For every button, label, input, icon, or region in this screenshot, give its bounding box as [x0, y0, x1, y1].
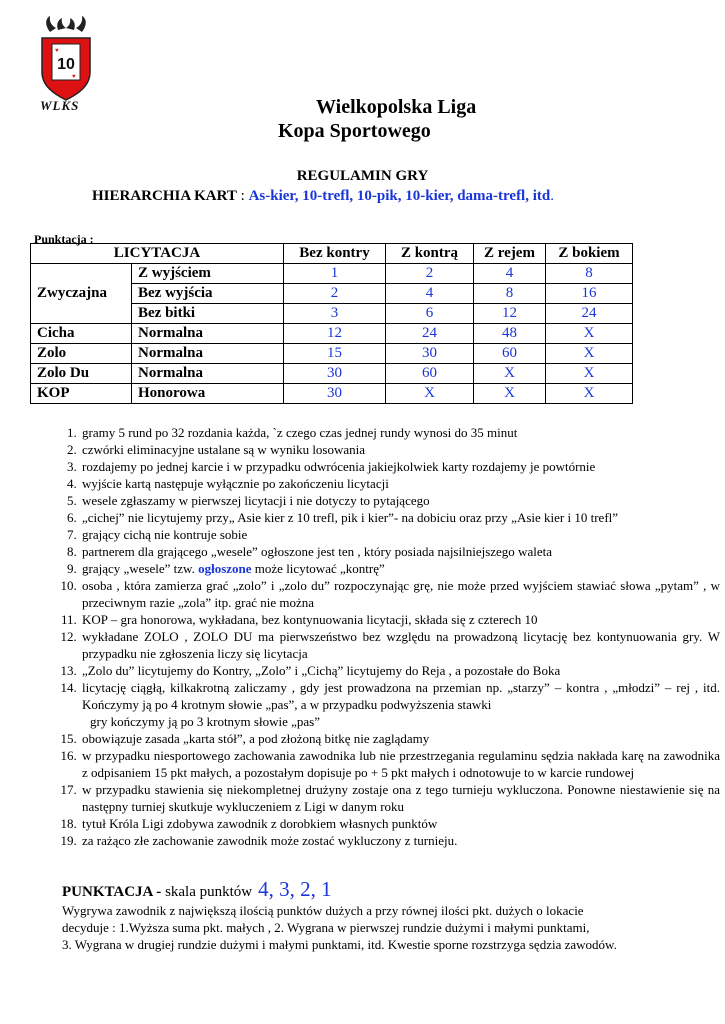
- cell: 15: [284, 344, 386, 364]
- rule-item: 2. czwórki eliminacyjne ustalane są w wyniku losowania: [80, 441, 720, 458]
- punktacja-label: Punktacja :: [34, 232, 94, 246]
- row-sub: Bez bitki: [132, 304, 284, 324]
- row-sub: Normalna: [132, 344, 284, 364]
- rule-item: 1. gramy 5 rund po 32 rozdania każda, `z czego czas jednej rundy wynosi do 35 minut: [80, 424, 720, 441]
- rule-item: 17. w przypadku stawienia się niekompletnej drużyny zostaje ona z tego turnieju wykluczona. Ponowne niestawienie się na następny turniej skutkuje wykluczeniem z Ligi w danym roku: [80, 781, 720, 815]
- header-z-kontra: Z kontrą: [386, 244, 474, 264]
- group-label: Zwyczajna: [31, 264, 132, 324]
- punktacja-heading: [62, 877, 332, 902]
- row-sub: Honorowa: [132, 384, 284, 404]
- rule-item: 12. wykładane ZOLO , ZOLO DU ma pierwszeństwo bez względu na prowadzoną licytację bez kontynuowania gry. W przypadku nie zgłoszenia liczy się licytacja: [80, 628, 720, 662]
- header-z-bokiem: Z bokiem: [546, 244, 633, 264]
- cell: 60: [474, 344, 546, 364]
- rule-item: 4. wyjście kartą następuje wyłącznie po zakończeniu licytacji: [80, 475, 720, 492]
- rule-item: 10. osoba , która zamierza grać „zolo” i „zolo du” rozpoczynając grę, nie może przed wyjściem stawiać słowa „pytam” , w przeciwnym razie „zola” itp. grać nie można: [80, 577, 720, 611]
- svg-text:♥: ♥: [55, 48, 59, 54]
- cell: 2: [284, 284, 386, 304]
- logo-text: WLKS: [40, 98, 80, 113]
- cell: 12: [474, 304, 546, 324]
- rules-list: [58, 424, 720, 849]
- cell: 30: [284, 364, 386, 384]
- punktacja-line: Wygrywa zawodnik z największą ilością punktów dużych a przy równej ilości pkt. dużych o lokacie: [62, 903, 584, 918]
- punktacja-section-label: PUNKTACJA -: [62, 884, 166, 900]
- cell: 12: [284, 324, 386, 344]
- title-line-2: Kopa Sportowego: [278, 120, 431, 142]
- logo-number: 10: [57, 56, 75, 73]
- row-sub: Z wyjściem: [132, 264, 284, 284]
- hierarchia-label: HIERARCHIA KART: [92, 188, 237, 204]
- rule-item: 6. „cichej” nie licytujemy przy„ Asie kier z 10 trefl, pik i kier”- na dobiciu oraz przy „Asie kier i 10 trefl”: [80, 509, 720, 526]
- cell: X: [474, 364, 546, 384]
- rule-item: 7. grający cichą nie kontruje sobie: [80, 526, 720, 543]
- cell: 8: [474, 284, 546, 304]
- cell: X: [546, 344, 633, 364]
- rule-text: grający „wesele” tzw.: [82, 561, 199, 576]
- rule-item: 8. partnerem dla grającego „wesele” ogłoszone jest ten , który posiada najsilniejszego waleta: [80, 543, 720, 560]
- table-row: [31, 264, 633, 284]
- table-row: [31, 364, 633, 384]
- rule-item: 15. obowiązuje zasada „karta stół”, a pod złożoną bitkę nie zaglądamy: [80, 730, 720, 747]
- cell: 24: [546, 304, 633, 324]
- cell: 30: [386, 344, 474, 364]
- cell: 48: [474, 324, 546, 344]
- cell: 1: [284, 264, 386, 284]
- cell: 24: [386, 324, 474, 344]
- cell: 60: [386, 364, 474, 384]
- cell: X: [546, 364, 633, 384]
- table-header-row: [31, 244, 633, 264]
- hierarchia-value: As-kier, 10-trefl, 10-pik, 10-kier, dama-trefl, itd: [248, 188, 551, 204]
- header-licytacja: LICYTACJA: [31, 244, 284, 264]
- rule-item: [80, 560, 720, 577]
- table-row: [31, 324, 633, 344]
- table-row: [31, 344, 633, 364]
- svg-text:♥: ♥: [72, 74, 76, 80]
- rule-highlight: ogłoszone: [198, 561, 252, 576]
- rule-item: 16. w przypadku niesportowego zachowania zawodnika lub nie przestrzegania regulaminu sędzia nakłada karę na zawodnika z odpisaniem 15 pkt małych, a pozostałym dopisuje po + 5 pkt małych i odnotowuje to w karcie rundowej: [80, 747, 720, 781]
- title-line-1: Wielkopolska Liga: [316, 96, 477, 118]
- row-type: Zolo: [31, 344, 132, 364]
- punktacja-line: 3. Wygrana w drugiej rundzie dużymi i małymi punktami, itd. Kwestie sporne rozstrzyga sędzia zawodów.: [62, 937, 617, 952]
- cell: 4: [474, 264, 546, 284]
- punktacja-line: decyduje : 1.Wyższa suma pkt. małych , 2. Wygrana w pierwszej rundzie dużymi i małymi punktami,: [62, 920, 590, 935]
- hierarchia-sep: :: [236, 188, 249, 204]
- hierarchia-end: .: [550, 188, 554, 204]
- row-sub: Normalna: [132, 324, 284, 344]
- cell: X: [474, 384, 546, 404]
- row-type: Cicha: [31, 324, 132, 344]
- rule-item: 11. KOP – gra honorowa, wykładana, bez kontynuowania licytacji, składa się z czterech 10: [80, 611, 720, 628]
- rule-item: 19. za rażąco złe zachowanie zawodnik może zostać wykluczony z turnieju.: [80, 832, 720, 849]
- cell: 30: [284, 384, 386, 404]
- header-bez-kontry: Bez kontry: [284, 244, 386, 264]
- cell: 6: [386, 304, 474, 324]
- score-table: [30, 243, 633, 404]
- rule-text: gry kończymy ją po 3 krotnym słowie „pas”: [90, 714, 320, 729]
- rule-text: może licytować „kontrę”: [251, 561, 385, 576]
- skala-values: 4, 3, 2, 1: [258, 877, 332, 901]
- row-sub: Normalna: [132, 364, 284, 384]
- table-row: [31, 384, 633, 404]
- row-sub: Bez wyjścia: [132, 284, 284, 304]
- rule-item: 18. tytuł Króla Ligi zdobywa zawodnik z dorobkiem własnych punktów: [80, 815, 720, 832]
- regulamin-heading: REGULAMIN GRY: [296, 168, 429, 184]
- rule-item: [80, 679, 720, 730]
- punktacja-description: [62, 902, 702, 953]
- cell: 8: [546, 264, 633, 284]
- cell: X: [546, 384, 633, 404]
- cell: 3: [284, 304, 386, 324]
- header-z-rejem: Z rejem: [474, 244, 546, 264]
- row-type: Zolo Du: [31, 364, 132, 384]
- hierarchia-line: [92, 188, 554, 205]
- rule-item: 3. rozdajemy po jednej karcie i w przypadku odwrócenia jakiejkolwiek karty rozdajemy je powtórnie: [80, 458, 720, 475]
- rule-item: 5. wesele zgłaszamy w pierwszej licytacji i nie dotyczy to pytającego: [80, 492, 720, 509]
- skala-label: skala punktów: [165, 884, 253, 900]
- cell: X: [546, 324, 633, 344]
- rule-text: 14. licytację ciągłą, kilkakrotną zaliczamy , gdy jest prowadzona na przemian np. „starzy” – kontra , „młodzi” – rej , itd. Kończymy ją po 4 krotnym słowie „pas”, a w przypadku podwyższenia stawki: [82, 680, 720, 712]
- row-type: KOP: [31, 384, 132, 404]
- cell: 4: [386, 284, 474, 304]
- cell: 16: [546, 284, 633, 304]
- rule-item: 13. „Zolo du” licytujemy do Kontry, „Zolo” i „Cichą” licytujemy do Reja , a pozostałe do Boka: [80, 662, 720, 679]
- cell: 2: [386, 264, 474, 284]
- cell: X: [386, 384, 474, 404]
